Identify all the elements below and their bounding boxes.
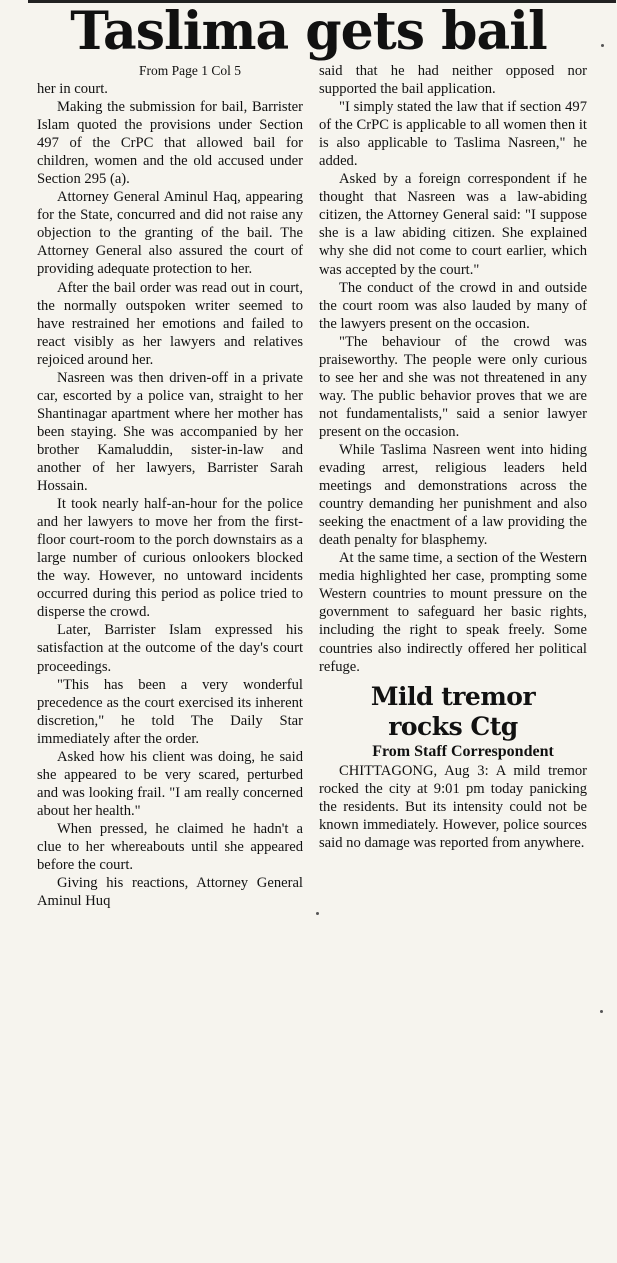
paragraph: Asked how his client was doing, he said she appeared to be very scared, perturbed and was looking frail. "I am really concerned about her health." (37, 748, 303, 819)
second-story-headline-line2: rocks Ctg (388, 711, 518, 741)
paragraph: "The behaviour of the crowd was praiseworthy. The people were only curious to see her and she was not threatened in any way. The public behavior proves that we are not fundamentalists," said a senior lawyer present on the occasion. (319, 333, 587, 440)
print-speck (600, 1010, 603, 1013)
paragraph: Asked by a foreign correspondent if he thought that Nasreen was a law-abiding citizen, the Attorney General said: "I suppose she is a law abiding citizen. She explained why she did not come to court earlier, which was accepted by the court." (319, 171, 587, 278)
paragraph: Making the submission for bail, Barrister Islam quoted the provisions under Section 497 of the CrPC that allowed bail for children, women and the old accused under Section 295 (a). (37, 99, 303, 188)
paragraph: Nasreen was then driven-off in a private car, escorted by a police van, straight to her Shantinagar apartment where her mother has been staying. She was accompanied by her brother Kamaluddin, sister-in-law and another of her lawyers, Barrister Sarah Hossain. (37, 369, 303, 495)
paragraph: The conduct of the crowd in and outside the court room was also lauded by many of the lawyers present on the occasion. (319, 279, 587, 332)
paragraph: At the same time, a section of the Western media highlighted her case, prompting some Western countries to mount pressure on the government to safeguard her basic rights, including the right to speak freely. Some countries also indirectly offered her political refuge. (319, 550, 587, 675)
paragraph: "I simply stated the law that if section 497 of the CrPC is applicable to all women then it is also applicable to Taslima Nasreen," he added. (319, 99, 587, 170)
second-story-byline: From Staff Correspondent (372, 742, 554, 760)
paragraph: While Taslima Nasreen went into hiding evading arrest, religious leaders held meetings and demonstrations across the country demanding her punishment and also seeking the enactment of a law providing the death penalty for blasphemy. (319, 441, 587, 549)
paragraph: "This has been a very wonderful precedence as the court exercised its inherent discretion," he told The Daily Star immediately after the order. (37, 676, 303, 747)
paragraph: Attorney General Aminul Haq, appearing for the State, concurred and did not raise any objection to the granting of the bail. The Attorney General also assured the court of providing adequate protection to her. (37, 189, 303, 278)
paragraph: Giving his reactions, Attorney General Aminul Huq (37, 875, 303, 910)
paragraph: said that he had neither opposed nor supported the bail application. (319, 63, 587, 98)
print-speck (601, 44, 604, 47)
right-column (319, 62, 587, 852)
second-story-headline-line1: Mild tremor (370, 681, 536, 711)
paragraph: It took nearly half-an-hour for the police and her lawyers to move her from the first-floor court-room to the porch downstairs as a large number of curious onlookers blocked the way. However, no untoward incidents occurred during this period as police tried to disperse the crowd. (37, 496, 303, 621)
paragraph: When pressed, he claimed he hadn't a clue to her whereabouts until she appeared before the court. (37, 820, 303, 874)
headline: Taslima gets bail (70, 1, 547, 62)
paragraph: her in court. (37, 81, 108, 97)
paragraph: Later, Barrister Islam expressed his satisfaction at the outcome of the day's court proceedings. (37, 622, 303, 675)
second-story-headline (319, 682, 587, 742)
second-story-body: CHITTAGONG, Aug 3: A mild tremor rocked the city at 9:01 pm today panicking the residents. But its intensity could not be known immediately. However, police sources said no damage was reported from anywhere. (319, 762, 587, 851)
paragraph: After the bail order was read out in court, the normally outspoken writer seemed to have restrained her emotions and failed to react visibly as her lawyers and relatives rejoiced around her. (37, 279, 303, 368)
jump-line: From Page 1 Col 5 (138, 63, 241, 78)
left-column (37, 62, 303, 910)
print-speck (316, 912, 319, 915)
